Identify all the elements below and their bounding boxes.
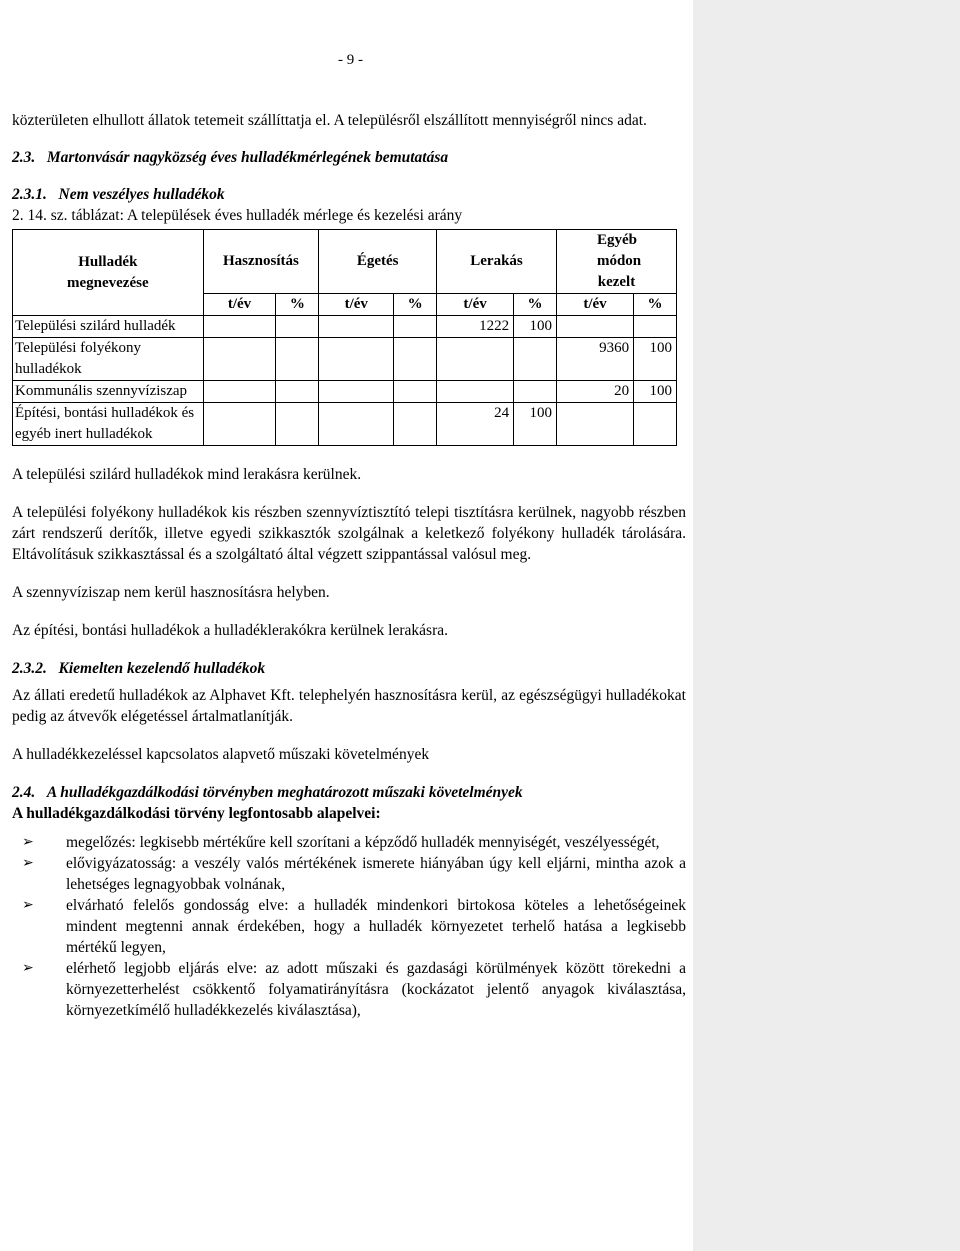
header-group: Égetés	[319, 230, 437, 294]
row-name: Települési folyékony hulladékok	[13, 338, 204, 381]
principles-list	[12, 832, 686, 1021]
header-unit: t/év	[319, 294, 394, 316]
list-item	[12, 958, 686, 1021]
arrow-bullet-icon: ➢	[22, 897, 34, 913]
table-cell	[319, 316, 394, 338]
table-cell: 100	[634, 381, 677, 403]
section-2-3-heading	[12, 147, 686, 168]
row-name: Építési, bontási hulladékok és egyéb inert hulladékok	[13, 403, 204, 446]
table-row	[13, 338, 677, 381]
header-unit: %	[276, 294, 319, 316]
table-cell	[394, 381, 437, 403]
list-item-text: megelőzés: legkisebb mértékűre kell szorítani a képződő hulladék mennyiségét, veszélyességét,	[66, 834, 660, 851]
paragraph-special-waste: Az állati eredetű hulladékok az Alphavet Kft. telephelyén hasznosításra kerül, az egészségügyi hulladékokat pedig az átvevők elégetéssel ártalmatlanítják.	[12, 687, 686, 725]
header-unit: %	[514, 294, 557, 316]
table-cell	[556, 403, 633, 446]
paragraph-requirements: A hulladékkezeléssel kapcsolatos alapvető műszaki követelmények	[12, 746, 430, 763]
table-cell	[276, 338, 319, 381]
paragraph-liquid-waste: A települési folyékony hulladékok kis részben szennyvíztisztító telepi tisztításra kerülnek, nagyobb részben zárt rendszerű derítők, illetve egyedi szikkasztók szolgálnak a keletkező folyékony hulladék tárolására. Eltávolításuk szikkasztással és a szolgáltató által végzett szippantással valósul meg.	[12, 504, 686, 563]
table-header-row	[13, 230, 677, 294]
header-unit: %	[394, 294, 437, 316]
table-row	[13, 403, 677, 446]
section-title: A hulladékgazdálkodási törvényben meghatározott műszaki követelmények	[46, 784, 523, 801]
row-name: Kommunális szennyvíziszap	[13, 381, 204, 403]
table-caption: 2. 14. sz. táblázat: A települések éves hulladék mérlege és kezelési arány	[12, 207, 463, 224]
table-cell	[319, 338, 394, 381]
header-unit: t/év	[556, 294, 633, 316]
table-cell	[394, 316, 437, 338]
section-number: 2.3.	[12, 149, 36, 166]
list-item-text: elérhető legjobb eljárás elve: az adott műszaki és gazdasági körülmények között törekedni a környezetterhelést csökkentő folyamatirányításra (kockázatot jelentő anyagok kiválasztása, környezetkímélő hulladékkezelés kiválasztása),	[66, 960, 686, 1019]
list-item-text: elvárható felelős gondosság elve: a hulladék mindenkori birtokosa köteles a lehetőségeinek mindent megtenni annak érdekében, hogy a hulladék környezetet terhelő hatása a legkisebb mértékű legyen,	[66, 897, 686, 956]
table-row	[13, 381, 677, 403]
table-cell	[556, 316, 633, 338]
paragraph-solid-waste: A települési szilárd hulladékok mind lerakásra kerülnek.	[12, 466, 362, 483]
principles-heading: A hulladékgazdálkodási törvény legfontosabb alapelvei:	[12, 805, 381, 822]
document-body	[12, 110, 686, 1021]
table-cell: 100	[514, 403, 557, 446]
header-group: Egyéb módon kezelt	[556, 230, 676, 294]
table-cell	[394, 403, 437, 446]
section-title: Nem veszélyes hulladékok	[58, 186, 225, 203]
table-cell	[514, 381, 557, 403]
list-item	[12, 895, 686, 958]
table-cell	[276, 381, 319, 403]
table-cell	[634, 403, 677, 446]
arrow-bullet-icon: ➢	[22, 855, 34, 871]
table-cell	[276, 316, 319, 338]
table-cell	[276, 403, 319, 446]
header-group: Lerakás	[437, 230, 557, 294]
header-unit: %	[634, 294, 677, 316]
section-2-4-heading	[12, 782, 686, 803]
section-number: 2.4.	[12, 784, 36, 801]
table-cell: 20	[556, 381, 633, 403]
table-cell	[437, 338, 514, 381]
row-name: Települési szilárd hulladék	[13, 316, 204, 338]
table-cell	[319, 381, 394, 403]
table-cell: 100	[514, 316, 557, 338]
section-number: 2.3.1.	[12, 186, 47, 203]
table-cell	[514, 338, 557, 381]
list-item-text: elővigyázatosság: a veszély valós mértékének ismerete hiányában úgy kell eljárni, mintha azok a lehetséges legnagyobbak volnának,	[66, 855, 686, 893]
table-cell	[203, 403, 276, 446]
table-cell: 24	[437, 403, 514, 446]
table-cell: 100	[634, 338, 677, 381]
table-cell	[203, 316, 276, 338]
header-unit: t/év	[437, 294, 514, 316]
table-cell: 9360	[556, 338, 633, 381]
page-number: - 9 -	[338, 52, 363, 68]
section-title: Martonvásár nagyközség éves hulladékmérlegének bemutatása	[46, 149, 449, 166]
section-2-3-1-heading	[12, 184, 686, 205]
table-cell	[394, 338, 437, 381]
table-cell	[319, 403, 394, 446]
list-item	[12, 853, 686, 895]
table-cell	[203, 338, 276, 381]
section-number: 2.3.2.	[12, 660, 47, 677]
table-row	[13, 316, 677, 338]
header-unit: t/év	[203, 294, 276, 316]
arrow-bullet-icon: ➢	[22, 960, 34, 976]
table-cell	[634, 316, 677, 338]
table-cell	[203, 381, 276, 403]
arrow-bullet-icon: ➢	[22, 834, 34, 850]
paragraph-sludge: A szennyvíziszap nem kerül hasznosításra helyben.	[12, 584, 330, 601]
list-item	[12, 832, 686, 853]
header-group: Hasznosítás	[203, 230, 319, 294]
intro-paragraph: közterületen elhullott állatok tetemeit szállíttatja el. A településről elszállított mennyiségről nincs adat.	[12, 112, 647, 129]
table-cell	[437, 381, 514, 403]
header-name: Hulladék megnevezése	[13, 230, 204, 316]
section-2-3-2-heading	[12, 658, 686, 679]
waste-balance-table	[12, 229, 677, 446]
comment-sidebar	[693, 0, 960, 1251]
section-title: Kiemelten kezelendő hulladékok	[58, 660, 266, 677]
paragraph-construction-waste: Az építési, bontási hulladékok a hulladéklerakókra kerülnek lerakásra.	[12, 622, 448, 639]
table-cell: 1222	[437, 316, 514, 338]
